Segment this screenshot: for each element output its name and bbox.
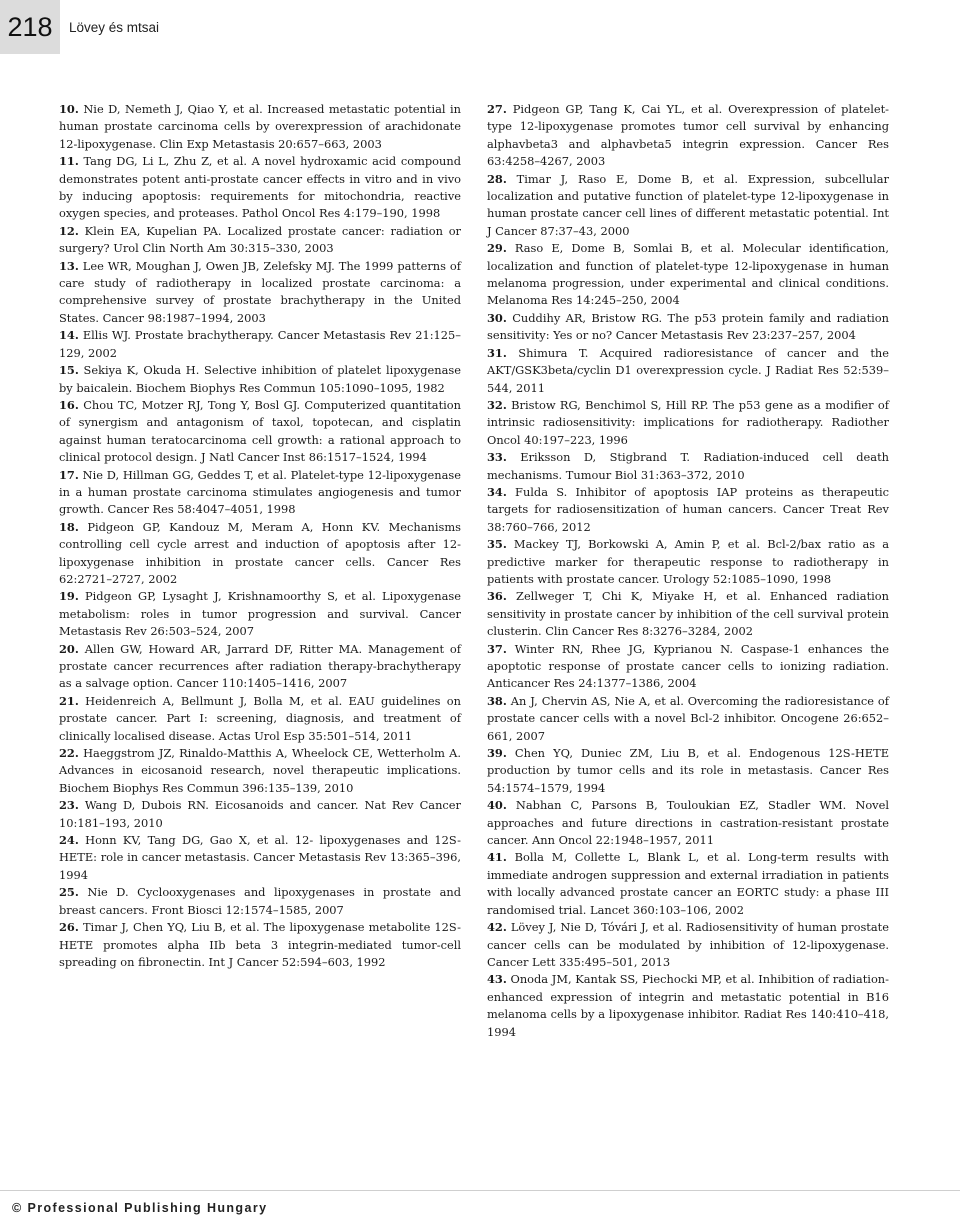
reference-number: 21. (59, 693, 79, 708)
reference-number: 15. (59, 363, 79, 378)
reference-text: Pidgeon GP, Lysaght J, Krishnamoorthy S, et al. Lipoxygenase metabolism: roles in tumor progression and survival. Cancer Metastasis Rev 26:503–524, 2007 (59, 589, 461, 639)
reference-text: Nie D, Nemeth J, Qiao Y, et al. Increased metastatic potential in human prostate carcinoma cells by overexpression of arachidonate 12-lipoxygenase. Clin Exp Metastasis 20:657–663, 2003 (59, 102, 461, 151)
reference-item (487, 745, 889, 797)
copyright-notice: © Professional Publishing Hungary (12, 1201, 268, 1215)
reference-item (487, 397, 889, 449)
reference-item (487, 971, 889, 1041)
reference-number: 26. (59, 920, 79, 935)
reference-number: 11. (59, 154, 79, 169)
reference-number: 20. (59, 641, 79, 656)
reference-number: 33. (487, 450, 507, 465)
reference-item (487, 484, 889, 536)
reference-item (59, 223, 461, 258)
reference-number: 41. (487, 850, 507, 865)
reference-text: Mackey TJ, Borkowski A, Amin P, et al. Bcl-2/bax ratio as a predictive marker for therapeutic response to radiotherapy in patients with prostate cancer. Urology 52:1085–1090, 1998 (487, 537, 889, 586)
reference-item (487, 171, 889, 241)
reference-item (59, 258, 461, 328)
reference-number: 29. (487, 241, 507, 256)
reference-text: Winter RN, Rhee JG, Kyprianou N. Caspase-1 enhances the apoptotic response of prostate cancer cells to ionizing radiation. Anticancer Res 24:1377–1386, 2004 (487, 641, 889, 691)
reference-item (487, 240, 889, 310)
reference-item (59, 397, 461, 467)
reference-text: Raso E, Dome B, Somlai B, et al. Molecular identification, localization and function of platelet-type 12-lipoxygenase in human melanoma progression, under experimental and clinical conditions. Melanoma Res 14:245–250, 2004 (487, 241, 889, 308)
reference-number: 36. (487, 589, 507, 604)
page-footer (0, 1190, 960, 1215)
reference-text: Zellweger T, Chi K, Miyake H, et al. Enhanced radiation sensitivity in prostate cancer by inhibition of the cell survival protein clusterin. Clin Cancer Res 8:3276–3284, 2002 (487, 589, 890, 639)
reference-number: 42. (487, 920, 507, 935)
reference-text: Ellis WJ. Prostate brachytherapy. Cancer Metastasis Rev 21:125–129, 2002 (59, 328, 461, 360)
reference-number: 12. (59, 223, 79, 238)
reference-text: Cuddihy AR, Bristow RG. The p53 protein family and radiation sensitivity: Yes or no? Cancer Metastasis Rev 23:237–257, 2004 (487, 310, 889, 343)
reference-number: 27. (487, 102, 507, 116)
reference-number: 34. (487, 484, 507, 499)
reference-text: Bolla M, Collette L, Blank L, et al. Long-term results with immediate androgen suppression and external irradiation in patients with locally advanced prostate cancer an EORTC study: a phase III randomised trial. Lancet 360:103–106, 2002 (487, 850, 889, 917)
reference-number: 31. (487, 345, 507, 360)
reference-text: Nie D. Cyclooxygenases and lipoxygenases in prostate and breast cancers. Front Biosci 12:1574–1585, 2007 (59, 885, 461, 917)
reference-text: Nie D, Hillman GG, Geddes T, et al. Platelet-type 12-lipoxygenase in a human prostate carcinoma stimulates angiogenesis and tumor growth. Cancer Res 58:4047–4051, 1998 (59, 467, 461, 517)
reference-item (487, 641, 889, 693)
reference-item (59, 693, 461, 745)
reference-text: Timar J, Chen YQ, Liu B, et al. The lipoxygenase metabolite 12S-HETE promotes alpha IIb beta 3 integrin-mediated tumor-cell spreading on fibronectin. Int J Cancer 52:594–603, 1992 (59, 920, 461, 969)
reference-item (487, 588, 889, 640)
reference-item (487, 101, 889, 171)
reference-item (59, 467, 461, 519)
reference-column-left (59, 101, 461, 971)
reference-text: Sekiya K, Okuda H. Selective inhibition of platelet lipoxygenase by baicalein. Biochem Biophys Res Commun 105:1090–1095, 1982 (59, 363, 461, 395)
reference-item (59, 832, 461, 884)
running-title: Lövey és mtsai (69, 19, 160, 35)
reference-text: Allen GW, Howard AR, Jarrard DF, Ritter MA. Management of prostate cancer recurrences after radiation therapy-brachytherapy as a salvage option. Cancer 110:1405–1416, 2007 (59, 641, 461, 691)
reference-item (59, 327, 461, 362)
reference-text: Klein EA, Kupelian PA. Localized prostate cancer: radiation or surgery? Urol Clin North Am 30:315–330, 2003 (59, 223, 461, 256)
reference-number: 30. (487, 310, 507, 325)
reference-number: 19. (59, 589, 79, 604)
reference-item (59, 745, 461, 797)
reference-number: 17. (59, 467, 79, 482)
reference-item (59, 884, 461, 919)
reference-text: Tang DG, Li L, Zhu Z, et al. A novel hydroxamic acid compound demonstrates potent anti-prostate cancer effects in vitro and in vivo by inducing apoptosis: requirements for mitochondria, reactive oxygen species, and proteases. Pathol Oncol Res 4:179–190, 1998 (59, 154, 461, 221)
reference-text: Heidenreich A, Bellmunt J, Bolla M, et al. EAU guidelines on prostate cancer. Part I: screening, diagnosis, and treatment of clinically localised disease. Actas Urol Esp 35:501–514, 2011 (59, 693, 462, 743)
reference-text: Eriksson D, Stigbrand T. Radiation-induced cell death mechanisms. Tumour Biol 31:363–372, 2010 (487, 450, 889, 482)
reference-text: Bristow RG, Benchimol S, Hill RP. The p53 gene as a modifier of intrinsic radiosensitivity: implications for radiotherapy. Radiother Oncol 40:197–223, 1996 (487, 397, 889, 447)
reference-number: 35. (487, 537, 507, 552)
reference-number: 14. (59, 328, 79, 343)
reference-number: 18. (59, 519, 79, 534)
reference-item (59, 797, 461, 832)
reference-text: Shimura T. Acquired radioresistance of cancer and the AKT/GSK3beta/cyclin D1 overexpression cycle. J Radiat Res 52:539–544, 2011 (487, 345, 889, 395)
reference-number: 39. (487, 746, 507, 761)
page-number: 218 (0, 0, 60, 54)
reference-number: 32. (487, 397, 507, 412)
page-header (0, 0, 960, 54)
reference-number: 13. (59, 258, 79, 273)
reference-text: Fulda S. Inhibitor of apoptosis IAP proteins as therapeutic targets for radiosensitization of human cancers. Cancer Treat Rev 38:760–766, 2012 (487, 484, 890, 534)
reference-text: Pidgeon GP, Kandouz M, Meram A, Honn KV. Mechanisms controlling cell cycle arrest and induction of apoptosis after 12-lipoxygenase inhibition in prostate cancer cells. Cancer Res 62:2721–2727, 2002 (59, 519, 461, 586)
reference-item (59, 519, 461, 589)
reference-number: 16. (59, 397, 79, 412)
reference-text: Honn KV, Tang DG, Gao X, et al. 12- lipoxygenases and 12S-HETE: role in cancer metastasis. Cancer Metastasis Rev 13:365–396, 1994 (59, 833, 461, 882)
reference-number: 23. (59, 798, 79, 813)
reference-number: 43. (487, 972, 507, 987)
reference-item (487, 797, 889, 849)
reference-text: Timar J, Raso E, Dome B, et al. Expression, subcellular localization and putative function of platelet-type 12-lipoxygenase in human prostate cancer cell lines of different metastatic potential. Int J Cancer 87:37–43, 2000 (487, 171, 889, 238)
reference-item (487, 536, 889, 588)
reference-text: Chen YQ, Duniec ZM, Liu B, et al. Endogenous 12S-HETE production by tumor cells and its role in metastasis. Cancer Res 54:1574–1579, 1994 (487, 746, 890, 795)
reference-number: 10. (59, 102, 79, 116)
reference-text: Wang D, Dubois RN. Eicosanoids and cancer. Nat Rev Cancer 10:181–193, 2010 (59, 798, 461, 830)
reference-number: 28. (487, 171, 507, 186)
reference-text: Lövey J, Nie D, Tóvári J, et al. Radiosensitivity of human prostate cancer cells can be modulated by inhibition of 12-lipoxygenase. Cancer Lett 335:495–501, 2013 (487, 920, 889, 969)
reference-item (59, 919, 461, 971)
reference-item (487, 310, 889, 345)
reference-item (59, 362, 461, 397)
reference-item (487, 693, 889, 745)
reference-text: Pidgeon GP, Tang K, Cai YL, et al. Overexpression of platelet-type 12-lipoxygenase promotes tumor cell survival by enhancing alphavbeta3 and alphavbeta5 integrin expression. Cancer Res 63:4258–4267, 2003 (487, 102, 889, 169)
reference-text: Chou TC, Motzer RJ, Tong Y, Bosl GJ. Computerized quantitation of synergism and antagonism of taxol, topotecan, and cisplatin against human teratocarcinoma cell growth: a rational approach to clinical protocol design. J Natl Cancer Inst 86:1517–1524, 1994 (59, 397, 461, 465)
reference-number: 24. (59, 833, 79, 848)
reference-item (487, 849, 889, 919)
reference-item (59, 101, 461, 153)
reference-column-right (487, 101, 889, 1041)
reference-item (487, 919, 889, 971)
reference-item (59, 153, 461, 223)
reference-text: Nabhan C, Parsons B, Touloukian EZ, Stadler WM. Novel approaches and future directions in castration-resistant prostate cancer. Ann Oncol 22:1948–1957, 2011 (487, 798, 890, 848)
reference-item (487, 345, 889, 397)
reference-item (59, 641, 461, 693)
reference-number: 22. (59, 746, 79, 761)
reference-text: Haeggstrom JZ, Rinaldo-Matthis A, Wheelock CE, Wetterholm A. Advances in eicosanoid research, novel therapeutic implications. Biochem Biophys Res Commun 396:135–139, 2010 (59, 746, 461, 795)
reference-item (487, 449, 889, 484)
reference-number: 38. (487, 693, 507, 708)
reference-number: 37. (487, 641, 507, 656)
reference-item (59, 588, 461, 640)
reference-text: An J, Chervin AS, Nie A, et al. Overcoming the radioresistance of prostate cancer cells with a novel Bcl-2 inhibitor. Oncogene 26:652–661, 2007 (487, 693, 889, 743)
reference-text: Lee WR, Moughan J, Owen JB, Zelefsky MJ. The 1999 patterns of care study of radiotherapy in localized prostate carcinoma: a comprehensive survey of prostate brachytherapy in the United States. Cancer 98:1987–1994, 2003 (59, 258, 461, 325)
reference-number: 40. (487, 798, 507, 813)
reference-number: 25. (59, 885, 79, 900)
reference-text: Onoda JM, Kantak SS, Piechocki MP, et al. Inhibition of radiation-enhanced expression of integrin and metastatic potential in B16 melanoma cells by a lipoxygenase inhibitor. Radiat Res 140:410–418, 1994 (487, 972, 889, 1039)
